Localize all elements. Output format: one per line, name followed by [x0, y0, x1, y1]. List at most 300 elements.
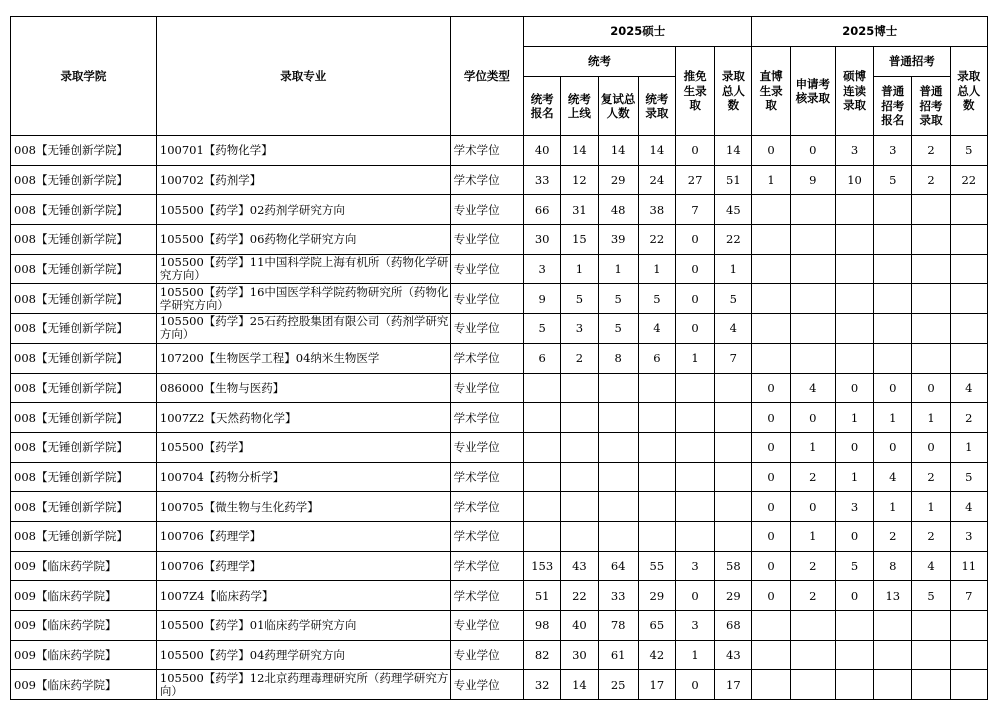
cell-unified-applicants: 9 — [524, 284, 561, 314]
cell-retest-total: 25 — [598, 670, 638, 700]
cell-major: 105500【药学】11中国科学院上海有机所（药物化学研究方向） — [156, 254, 450, 284]
cell-general-admitted: 2 — [912, 136, 950, 166]
cell-successive-admitted — [835, 284, 873, 314]
cell-college: 008【无锤创新学院】 — [11, 165, 157, 195]
table-row — [11, 640, 988, 670]
header-general-exam: 普通招考 — [874, 47, 950, 77]
table-body — [11, 136, 988, 700]
cell-master-total-admitted: 17 — [715, 670, 752, 700]
cell-general-applicants: 13 — [874, 581, 912, 611]
table-row — [11, 521, 988, 551]
cell-unified-admitted: 24 — [638, 165, 675, 195]
cell-college: 008【无锤创新学院】 — [11, 403, 157, 433]
cell-direct-phd-admitted: 0 — [752, 432, 790, 462]
cell-unified-passed: 43 — [561, 551, 598, 581]
cell-major: 100706【药理学】 — [156, 521, 450, 551]
cell-college: 008【无锤创新学院】 — [11, 195, 157, 225]
cell-direct-phd-admitted — [752, 195, 790, 225]
cell-degree-type: 学术学位 — [450, 492, 523, 522]
cell-college: 008【无锤创新学院】 — [11, 314, 157, 344]
cell-doctor-total-admitted — [950, 284, 987, 314]
cell-unified-passed — [561, 432, 598, 462]
cell-college: 008【无锤创新学院】 — [11, 284, 157, 314]
cell-college: 009【临床药学院】 — [11, 670, 157, 700]
cell-successive-admitted: 0 — [835, 432, 873, 462]
cell-degree-type: 专业学位 — [450, 670, 523, 700]
header-unified-passed: 统考上线 — [561, 77, 598, 136]
cell-application-review-admitted — [790, 670, 835, 700]
cell-master-total-admitted: 51 — [715, 165, 752, 195]
cell-major: 105500【药学】04药理学研究方向 — [156, 640, 450, 670]
cell-degree-type: 专业学位 — [450, 611, 523, 641]
cell-major: 100702【药剂学】 — [156, 165, 450, 195]
cell-major: 1007Z4【临床药学】 — [156, 581, 450, 611]
cell-successive-admitted — [835, 611, 873, 641]
cell-application-review-admitted: 0 — [790, 403, 835, 433]
cell-general-admitted: 0 — [912, 432, 950, 462]
cell-unified-applicants: 51 — [524, 581, 561, 611]
cell-unified-admitted — [638, 403, 675, 433]
cell-unified-applicants — [524, 373, 561, 403]
header-degree-type: 学位类型 — [450, 17, 523, 136]
cell-recommended-admitted: 3 — [675, 551, 714, 581]
cell-major: 105500【药学】16中国医学科学院药物研究所（药物化学研究方向） — [156, 284, 450, 314]
cell-major: 105500【药学】01临床药学研究方向 — [156, 611, 450, 641]
header-unified-applicants: 统考报名 — [524, 77, 561, 136]
cell-general-applicants: 8 — [874, 551, 912, 581]
cell-unified-passed: 3 — [561, 314, 598, 344]
cell-unified-passed — [561, 521, 598, 551]
table-row — [11, 225, 988, 255]
cell-recommended-admitted: 7 — [675, 195, 714, 225]
cell-doctor-total-admitted — [950, 640, 987, 670]
cell-recommended-admitted: 1 — [675, 343, 714, 373]
cell-major: 100704【药物分析学】 — [156, 462, 450, 492]
cell-degree-type: 专业学位 — [450, 373, 523, 403]
cell-general-applicants — [874, 225, 912, 255]
cell-recommended-admitted — [675, 403, 714, 433]
cell-degree-type: 学术学位 — [450, 581, 523, 611]
cell-major: 1007Z2【天然药物化学】 — [156, 403, 450, 433]
cell-successive-admitted — [835, 254, 873, 284]
cell-college: 009【临床药学院】 — [11, 581, 157, 611]
cell-general-admitted: 5 — [912, 581, 950, 611]
cell-application-review-admitted — [790, 314, 835, 344]
cell-master-total-admitted: 5 — [715, 284, 752, 314]
cell-master-total-admitted: 29 — [715, 581, 752, 611]
header-master-total-admitted: 录取总人数 — [715, 47, 752, 136]
cell-doctor-total-admitted: 7 — [950, 581, 987, 611]
cell-degree-type: 学术学位 — [450, 343, 523, 373]
cell-direct-phd-admitted — [752, 314, 790, 344]
cell-general-applicants: 1 — [874, 492, 912, 522]
cell-master-total-admitted — [715, 373, 752, 403]
cell-successive-admitted: 1 — [835, 403, 873, 433]
cell-direct-phd-admitted: 0 — [752, 521, 790, 551]
cell-application-review-admitted: 9 — [790, 165, 835, 195]
cell-unified-admitted: 4 — [638, 314, 675, 344]
cell-general-applicants: 2 — [874, 521, 912, 551]
cell-general-applicants — [874, 284, 912, 314]
cell-master-total-admitted — [715, 403, 752, 433]
table-row — [11, 373, 988, 403]
cell-general-admitted: 1 — [912, 492, 950, 522]
header-college: 录取学院 — [11, 17, 157, 136]
cell-college: 008【无锤创新学院】 — [11, 136, 157, 166]
cell-major: 100701【药物化学】 — [156, 136, 450, 166]
cell-retest-total — [598, 403, 638, 433]
cell-recommended-admitted: 0 — [675, 581, 714, 611]
cell-doctor-total-admitted: 11 — [950, 551, 987, 581]
cell-recommended-admitted: 1 — [675, 640, 714, 670]
cell-retest-total: 61 — [598, 640, 638, 670]
header-unified-admitted: 统考录取 — [638, 77, 675, 136]
table-row — [11, 581, 988, 611]
cell-major: 086000【生物与医药】 — [156, 373, 450, 403]
cell-college: 008【无锤创新学院】 — [11, 521, 157, 551]
cell-unified-applicants: 30 — [524, 225, 561, 255]
cell-application-review-admitted — [790, 195, 835, 225]
cell-general-applicants: 3 — [874, 136, 912, 166]
cell-application-review-admitted: 2 — [790, 462, 835, 492]
cell-unified-admitted: 22 — [638, 225, 675, 255]
cell-unified-passed — [561, 403, 598, 433]
cell-unified-admitted: 17 — [638, 670, 675, 700]
cell-master-total-admitted: 14 — [715, 136, 752, 166]
cell-unified-applicants: 98 — [524, 611, 561, 641]
table-row — [11, 254, 988, 284]
cell-general-admitted: 1 — [912, 403, 950, 433]
cell-unified-admitted: 29 — [638, 581, 675, 611]
cell-unified-admitted — [638, 432, 675, 462]
cell-recommended-admitted — [675, 521, 714, 551]
cell-unified-applicants: 40 — [524, 136, 561, 166]
table-row — [11, 432, 988, 462]
cell-general-admitted: 0 — [912, 373, 950, 403]
cell-general-applicants — [874, 195, 912, 225]
cell-unified-admitted: 5 — [638, 284, 675, 314]
cell-successive-admitted: 0 — [835, 581, 873, 611]
cell-direct-phd-admitted — [752, 225, 790, 255]
cell-direct-phd-admitted: 0 — [752, 403, 790, 433]
cell-retest-total: 64 — [598, 551, 638, 581]
cell-successive-admitted — [835, 314, 873, 344]
cell-application-review-admitted: 4 — [790, 373, 835, 403]
header-successive-admitted: 硕博连读录取 — [835, 47, 873, 136]
cell-recommended-admitted: 0 — [675, 225, 714, 255]
cell-major: 105500【药学】 — [156, 432, 450, 462]
cell-general-applicants: 0 — [874, 373, 912, 403]
cell-recommended-admitted: 0 — [675, 670, 714, 700]
cell-application-review-admitted — [790, 343, 835, 373]
cell-master-total-admitted — [715, 492, 752, 522]
cell-master-total-admitted — [715, 521, 752, 551]
cell-college: 009【临床药学院】 — [11, 611, 157, 641]
cell-master-total-admitted — [715, 432, 752, 462]
cell-college: 009【临床药学院】 — [11, 640, 157, 670]
table-row — [11, 611, 988, 641]
cell-application-review-admitted: 2 — [790, 581, 835, 611]
cell-master-total-admitted: 4 — [715, 314, 752, 344]
header-general-admitted: 普通招考录取 — [912, 77, 950, 136]
cell-application-review-admitted — [790, 611, 835, 641]
cell-retest-total — [598, 462, 638, 492]
cell-major: 105500【药学】02药剂学研究方向 — [156, 195, 450, 225]
cell-degree-type: 专业学位 — [450, 640, 523, 670]
cell-general-applicants: 4 — [874, 462, 912, 492]
cell-college: 008【无锤创新学院】 — [11, 492, 157, 522]
cell-retest-total: 39 — [598, 225, 638, 255]
cell-unified-applicants — [524, 492, 561, 522]
cell-application-review-admitted — [790, 254, 835, 284]
admission-table — [10, 16, 988, 700]
cell-unified-passed: 1 — [561, 254, 598, 284]
cell-recommended-admitted: 3 — [675, 611, 714, 641]
cell-general-admitted — [912, 225, 950, 255]
cell-general-applicants: 1 — [874, 403, 912, 433]
cell-successive-admitted: 3 — [835, 492, 873, 522]
cell-college: 008【无锤创新学院】 — [11, 254, 157, 284]
cell-unified-applicants: 32 — [524, 670, 561, 700]
cell-recommended-admitted — [675, 373, 714, 403]
cell-direct-phd-admitted: 0 — [752, 551, 790, 581]
cell-unified-passed — [561, 462, 598, 492]
cell-unified-applicants: 5 — [524, 314, 561, 344]
cell-general-applicants — [874, 611, 912, 641]
header-doctor-total-admitted: 录取总人数 — [950, 47, 987, 136]
cell-direct-phd-admitted — [752, 284, 790, 314]
cell-general-admitted — [912, 254, 950, 284]
table-row — [11, 551, 988, 581]
cell-unified-admitted: 14 — [638, 136, 675, 166]
cell-recommended-admitted: 27 — [675, 165, 714, 195]
cell-retest-total: 29 — [598, 165, 638, 195]
cell-recommended-admitted: 0 — [675, 284, 714, 314]
cell-recommended-admitted — [675, 462, 714, 492]
cell-doctor-total-admitted — [950, 195, 987, 225]
cell-master-total-admitted: 22 — [715, 225, 752, 255]
cell-general-applicants — [874, 343, 912, 373]
cell-degree-type: 专业学位 — [450, 195, 523, 225]
cell-doctor-total-admitted — [950, 254, 987, 284]
cell-general-applicants — [874, 670, 912, 700]
cell-unified-passed: 2 — [561, 343, 598, 373]
cell-degree-type: 专业学位 — [450, 284, 523, 314]
cell-college: 008【无锤创新学院】 — [11, 225, 157, 255]
header-doctor-group: 2025博士 — [752, 17, 988, 47]
cell-unified-passed: 14 — [561, 136, 598, 166]
cell-general-admitted — [912, 314, 950, 344]
cell-recommended-admitted: 0 — [675, 314, 714, 344]
table-header — [11, 17, 988, 136]
cell-successive-admitted: 3 — [835, 136, 873, 166]
cell-unified-passed: 40 — [561, 611, 598, 641]
cell-general-applicants — [874, 254, 912, 284]
cell-successive-admitted — [835, 225, 873, 255]
table-row — [11, 343, 988, 373]
cell-general-admitted: 2 — [912, 462, 950, 492]
cell-degree-type: 专业学位 — [450, 314, 523, 344]
cell-doctor-total-admitted: 5 — [950, 136, 987, 166]
cell-master-total-admitted: 1 — [715, 254, 752, 284]
cell-degree-type: 专业学位 — [450, 225, 523, 255]
cell-successive-admitted: 0 — [835, 521, 873, 551]
cell-doctor-total-admitted: 22 — [950, 165, 987, 195]
cell-successive-admitted — [835, 195, 873, 225]
cell-retest-total: 1 — [598, 254, 638, 284]
header-application-review-admitted: 申请考核录取 — [790, 47, 835, 136]
cell-degree-type: 学术学位 — [450, 551, 523, 581]
cell-general-admitted: 2 — [912, 165, 950, 195]
cell-unified-passed: 15 — [561, 225, 598, 255]
cell-retest-total: 33 — [598, 581, 638, 611]
cell-unified-admitted: 38 — [638, 195, 675, 225]
header-major: 录取专业 — [156, 17, 450, 136]
cell-major: 105500【药学】12北京药理毒理研究所（药理学研究方向） — [156, 670, 450, 700]
cell-general-admitted: 2 — [912, 521, 950, 551]
table-row — [11, 195, 988, 225]
cell-doctor-total-admitted — [950, 314, 987, 344]
cell-direct-phd-admitted — [752, 343, 790, 373]
header-master-group: 2025硕士 — [524, 17, 752, 47]
cell-unified-admitted — [638, 521, 675, 551]
cell-general-admitted — [912, 611, 950, 641]
cell-unified-passed: 12 — [561, 165, 598, 195]
cell-direct-phd-admitted: 0 — [752, 136, 790, 166]
cell-unified-admitted — [638, 462, 675, 492]
cell-recommended-admitted: 0 — [675, 136, 714, 166]
cell-unified-admitted: 55 — [638, 551, 675, 581]
cell-doctor-total-admitted — [950, 343, 987, 373]
cell-application-review-admitted — [790, 284, 835, 314]
cell-college: 008【无锤创新学院】 — [11, 373, 157, 403]
cell-major: 105500【药学】06药物化学研究方向 — [156, 225, 450, 255]
cell-retest-total — [598, 432, 638, 462]
cell-retest-total: 8 — [598, 343, 638, 373]
cell-doctor-total-admitted: 2 — [950, 403, 987, 433]
cell-direct-phd-admitted — [752, 254, 790, 284]
table-row — [11, 492, 988, 522]
cell-unified-applicants — [524, 403, 561, 433]
cell-unified-passed — [561, 373, 598, 403]
cell-retest-total — [598, 373, 638, 403]
cell-degree-type: 专业学位 — [450, 254, 523, 284]
cell-doctor-total-admitted: 4 — [950, 492, 987, 522]
cell-degree-type: 学术学位 — [450, 136, 523, 166]
cell-general-admitted — [912, 343, 950, 373]
cell-unified-applicants: 82 — [524, 640, 561, 670]
header-retest-total: 复试总人数 — [598, 77, 638, 136]
cell-doctor-total-admitted: 3 — [950, 521, 987, 551]
cell-unified-applicants: 33 — [524, 165, 561, 195]
cell-unified-applicants — [524, 521, 561, 551]
cell-college: 009【临床药学院】 — [11, 551, 157, 581]
cell-degree-type: 学术学位 — [450, 462, 523, 492]
cell-doctor-total-admitted: 5 — [950, 462, 987, 492]
header-direct-phd-admitted: 直博生录取 — [752, 47, 790, 136]
cell-application-review-admitted: 2 — [790, 551, 835, 581]
cell-general-admitted — [912, 640, 950, 670]
cell-general-applicants — [874, 314, 912, 344]
table-row — [11, 284, 988, 314]
header-general-applicants: 普通招考报名 — [874, 77, 912, 136]
cell-unified-applicants: 3 — [524, 254, 561, 284]
cell-major: 100705【微生物与生化药学】 — [156, 492, 450, 522]
cell-retest-total: 48 — [598, 195, 638, 225]
cell-general-applicants — [874, 640, 912, 670]
cell-degree-type: 学术学位 — [450, 403, 523, 433]
cell-successive-admitted — [835, 640, 873, 670]
table-row — [11, 462, 988, 492]
cell-master-total-admitted: 7 — [715, 343, 752, 373]
cell-direct-phd-admitted: 1 — [752, 165, 790, 195]
cell-retest-total: 14 — [598, 136, 638, 166]
cell-successive-admitted: 1 — [835, 462, 873, 492]
cell-major: 100706【药理学】 — [156, 551, 450, 581]
cell-unified-admitted: 42 — [638, 640, 675, 670]
cell-major: 107200【生物医学工程】04纳米生物医学 — [156, 343, 450, 373]
table-row — [11, 670, 988, 700]
cell-unified-passed: 5 — [561, 284, 598, 314]
cell-unified-applicants: 6 — [524, 343, 561, 373]
cell-unified-admitted: 6 — [638, 343, 675, 373]
cell-unified-applicants: 66 — [524, 195, 561, 225]
cell-application-review-admitted: 0 — [790, 492, 835, 522]
cell-retest-total: 78 — [598, 611, 638, 641]
cell-college: 008【无锤创新学院】 — [11, 343, 157, 373]
cell-master-total-admitted: 58 — [715, 551, 752, 581]
cell-retest-total: 5 — [598, 284, 638, 314]
cell-doctor-total-admitted — [950, 611, 987, 641]
cell-recommended-admitted — [675, 432, 714, 462]
cell-unified-passed: 30 — [561, 640, 598, 670]
cell-retest-total: 5 — [598, 314, 638, 344]
cell-direct-phd-admitted — [752, 640, 790, 670]
cell-successive-admitted: 0 — [835, 373, 873, 403]
table-row — [11, 136, 988, 166]
cell-unified-admitted — [638, 373, 675, 403]
cell-successive-admitted: 5 — [835, 551, 873, 581]
cell-general-admitted: 4 — [912, 551, 950, 581]
cell-application-review-admitted: 0 — [790, 136, 835, 166]
cell-doctor-total-admitted: 4 — [950, 373, 987, 403]
cell-successive-admitted — [835, 670, 873, 700]
cell-college: 008【无锤创新学院】 — [11, 432, 157, 462]
cell-degree-type: 专业学位 — [450, 432, 523, 462]
cell-unified-applicants — [524, 432, 561, 462]
cell-direct-phd-admitted — [752, 670, 790, 700]
cell-direct-phd-admitted: 0 — [752, 462, 790, 492]
cell-direct-phd-admitted: 0 — [752, 373, 790, 403]
cell-application-review-admitted: 1 — [790, 521, 835, 551]
cell-general-admitted — [912, 195, 950, 225]
cell-application-review-admitted: 1 — [790, 432, 835, 462]
header-recommended-admitted: 推免生录取 — [675, 47, 714, 136]
table-row — [11, 314, 988, 344]
cell-master-total-admitted: 43 — [715, 640, 752, 670]
cell-retest-total — [598, 521, 638, 551]
table-row — [11, 165, 988, 195]
cell-unified-admitted: 65 — [638, 611, 675, 641]
cell-direct-phd-admitted: 0 — [752, 581, 790, 611]
cell-major: 105500【药学】25石药控股集团有限公司（药剂学研究方向） — [156, 314, 450, 344]
cell-unified-applicants: 153 — [524, 551, 561, 581]
table-row — [11, 403, 988, 433]
cell-general-admitted — [912, 284, 950, 314]
cell-degree-type: 学术学位 — [450, 165, 523, 195]
cell-general-applicants: 0 — [874, 432, 912, 462]
cell-unified-passed: 31 — [561, 195, 598, 225]
